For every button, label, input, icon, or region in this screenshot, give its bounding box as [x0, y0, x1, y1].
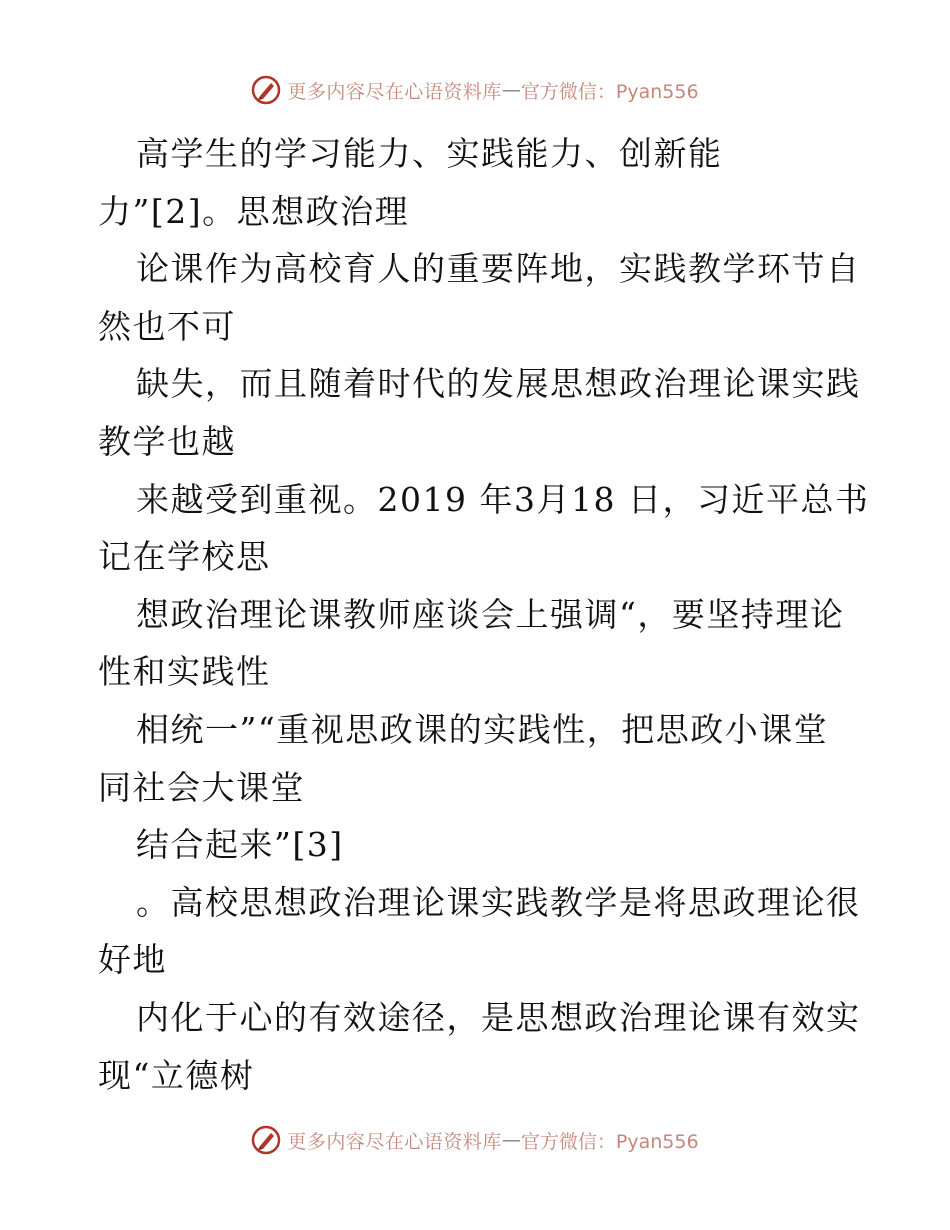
body-line: 现“立德树	[98, 1055, 255, 1095]
footer-banner-text: 更多内容尽在心语资料库	[287, 1130, 502, 1153]
body-line: 然也不可	[98, 306, 236, 346]
body-line: 同社会大课堂	[98, 767, 305, 807]
footer-banner-wechat: 官方微信：Pyan556	[520, 1130, 699, 1153]
header-banner-separator: —	[501, 79, 521, 101]
body-line: 缺失，而且随着时代的发展思想政治理论课实践	[136, 364, 861, 404]
body-line: 记在学校思	[98, 537, 271, 577]
body-line: 论课作为高校育人的重要阵地，实践教学环节自	[136, 249, 861, 289]
body-line: 力”[2]。思想政治理	[98, 191, 410, 231]
pen-logo-icon	[251, 1125, 281, 1155]
body-line: 结合起来”[3]	[136, 825, 344, 865]
body-line: 高学生的学习能力、实践能力、创新能	[136, 134, 723, 173]
document-body	[98, 125, 870, 1104]
body-line: 来越受到重视。2019 年3月18 日，习近平总书	[136, 479, 870, 519]
pen-logo-icon	[251, 75, 281, 105]
header-banner	[0, 70, 950, 110]
body-line: 性和实践性	[98, 652, 271, 692]
header-banner-wechat: 官方微信：Pyan556	[520, 80, 699, 103]
footer-banner	[0, 1120, 950, 1160]
body-line: 相统一”“重视思政课的实践性，把思政小课堂	[136, 709, 829, 749]
body-line: 内化于心的有效途径，是思想政治理论课有效实	[136, 997, 861, 1037]
body-line: 。高校思想政治理论课实践教学是将思政理论很	[136, 882, 861, 922]
footer-banner-separator: —	[501, 1129, 521, 1151]
body-line: 好地	[98, 940, 167, 980]
header-banner-text: 更多内容尽在心语资料库	[287, 80, 502, 103]
body-line: 想政治理论课教师座谈会上强调“，要坚持理论	[136, 594, 845, 634]
body-line: 教学也越	[98, 421, 236, 461]
